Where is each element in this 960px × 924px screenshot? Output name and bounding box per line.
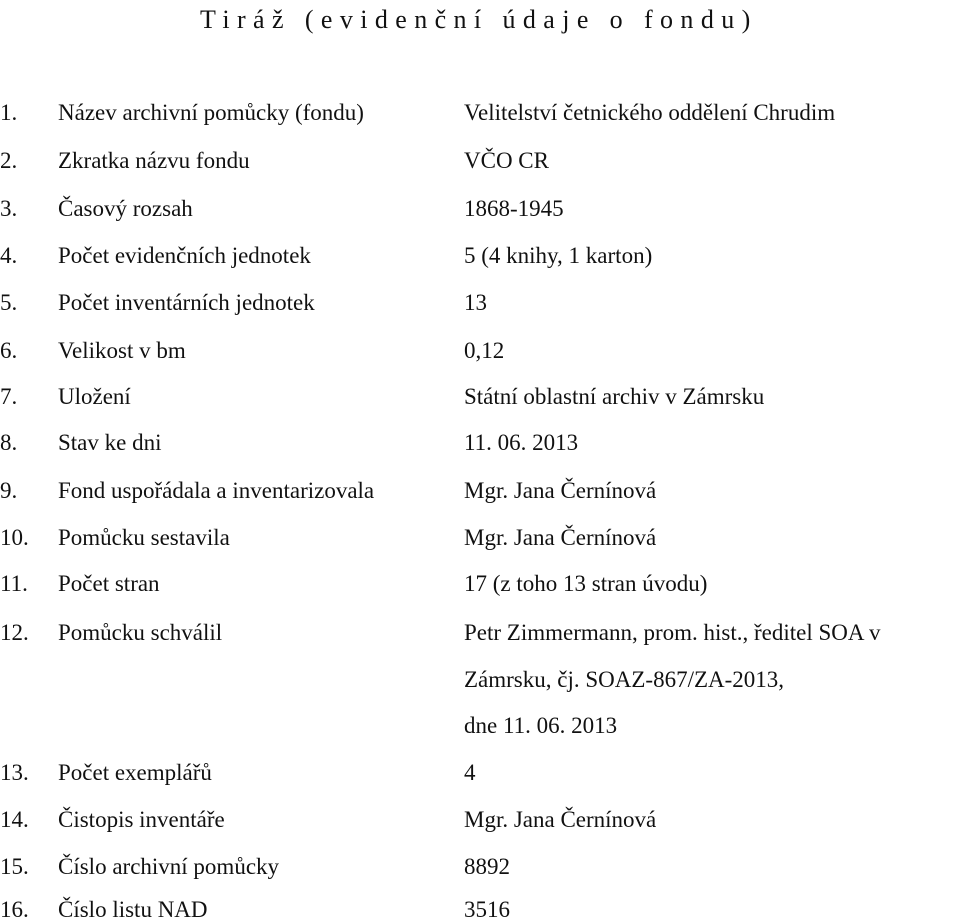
item-label: Uložení (58, 384, 131, 409)
item-number: 8. (0, 430, 18, 455)
item-label: Počet exemplářů (58, 760, 212, 785)
list-item (0, 896, 960, 924)
item-label: Pomůcku sestavila (58, 525, 230, 550)
item-label: Číslo listu NAD (58, 897, 208, 922)
list-item (0, 289, 960, 317)
item-value: 0,12 (464, 338, 505, 363)
list-item (0, 759, 960, 787)
item-label: Číslo archivní pomůcky (58, 854, 280, 879)
item-value-line-2: Zámrsku, čj. SOAZ-867/ZA-2013, (464, 667, 785, 692)
item-label: Čistopis inventáře (58, 807, 225, 832)
list-item (0, 806, 960, 834)
list-item (0, 524, 960, 552)
item-number: 11. (0, 571, 28, 596)
item-number: 5. (0, 290, 18, 315)
item-number: 13. (0, 760, 29, 785)
item-value: Mgr. Jana Černínová (464, 807, 657, 832)
item-value: Mgr. Jana Černínová (464, 478, 657, 503)
item-number: 7. (0, 384, 18, 409)
item-value: 8892 (464, 854, 510, 879)
item-label: Počet inventárních jednotek (58, 290, 315, 315)
item-value: 5 (4 knihy, 1 karton) (464, 243, 653, 268)
item-value: 3516 (464, 897, 510, 922)
item-label: Časový rozsah (58, 196, 193, 221)
item-label: Zkratka názvu fondu (58, 148, 250, 173)
list-item-continuation (0, 666, 960, 694)
item-number: 15. (0, 854, 29, 879)
item-value: 11. 06. 2013 (464, 430, 579, 455)
item-label: Velikost v bm (58, 338, 186, 363)
item-label: Počet stran (58, 571, 160, 596)
item-value-line-3: dne 11. 06. 2013 (464, 713, 618, 738)
item-value: 13 (464, 290, 487, 315)
item-label: Název archivní pomůcky (fondu) (58, 100, 364, 125)
item-label: Pomůcku schválil (58, 620, 223, 645)
list-item (0, 619, 960, 647)
item-value: Velitelství četnického oddělení Chrudim (464, 100, 836, 125)
item-number: 9. (0, 478, 18, 503)
item-label: Stav ke dni (58, 430, 162, 455)
list-item-continuation (0, 712, 960, 740)
list-item (0, 195, 960, 223)
item-number: 12. (0, 620, 29, 645)
item-number: 16. (0, 897, 29, 922)
list-item (0, 99, 960, 127)
list-item (0, 383, 960, 411)
list-item (0, 242, 960, 270)
page-title: Tiráž (evidenční údaje o fondu) (200, 5, 758, 34)
item-label: Fond uspořádala a inventarizovala (58, 478, 375, 503)
item-number: 10. (0, 525, 29, 550)
item-value: Státní oblastní archiv v Zámrsku (464, 384, 765, 409)
item-number: 14. (0, 807, 29, 832)
item-number: 1. (0, 100, 18, 125)
list-item (0, 429, 960, 457)
list-item (0, 147, 960, 175)
item-value: 1868-1945 (464, 196, 564, 221)
item-value: VČO CR (464, 148, 549, 173)
item-value: Petr Zimmermann, prom. hist., ředitel SOA v (464, 620, 881, 645)
item-value: Mgr. Jana Černínová (464, 525, 657, 550)
item-number: 2. (0, 148, 18, 173)
list-item (0, 853, 960, 881)
list-item (0, 570, 960, 598)
item-number: 6. (0, 338, 18, 363)
item-label: Počet evidenčních jednotek (58, 243, 311, 268)
list-item (0, 477, 960, 505)
item-value: 4 (464, 760, 476, 785)
item-number: 3. (0, 196, 18, 221)
item-number: 4. (0, 243, 18, 268)
item-value: 17 (z toho 13 stran úvodu) (464, 571, 708, 596)
list-item (0, 337, 960, 365)
